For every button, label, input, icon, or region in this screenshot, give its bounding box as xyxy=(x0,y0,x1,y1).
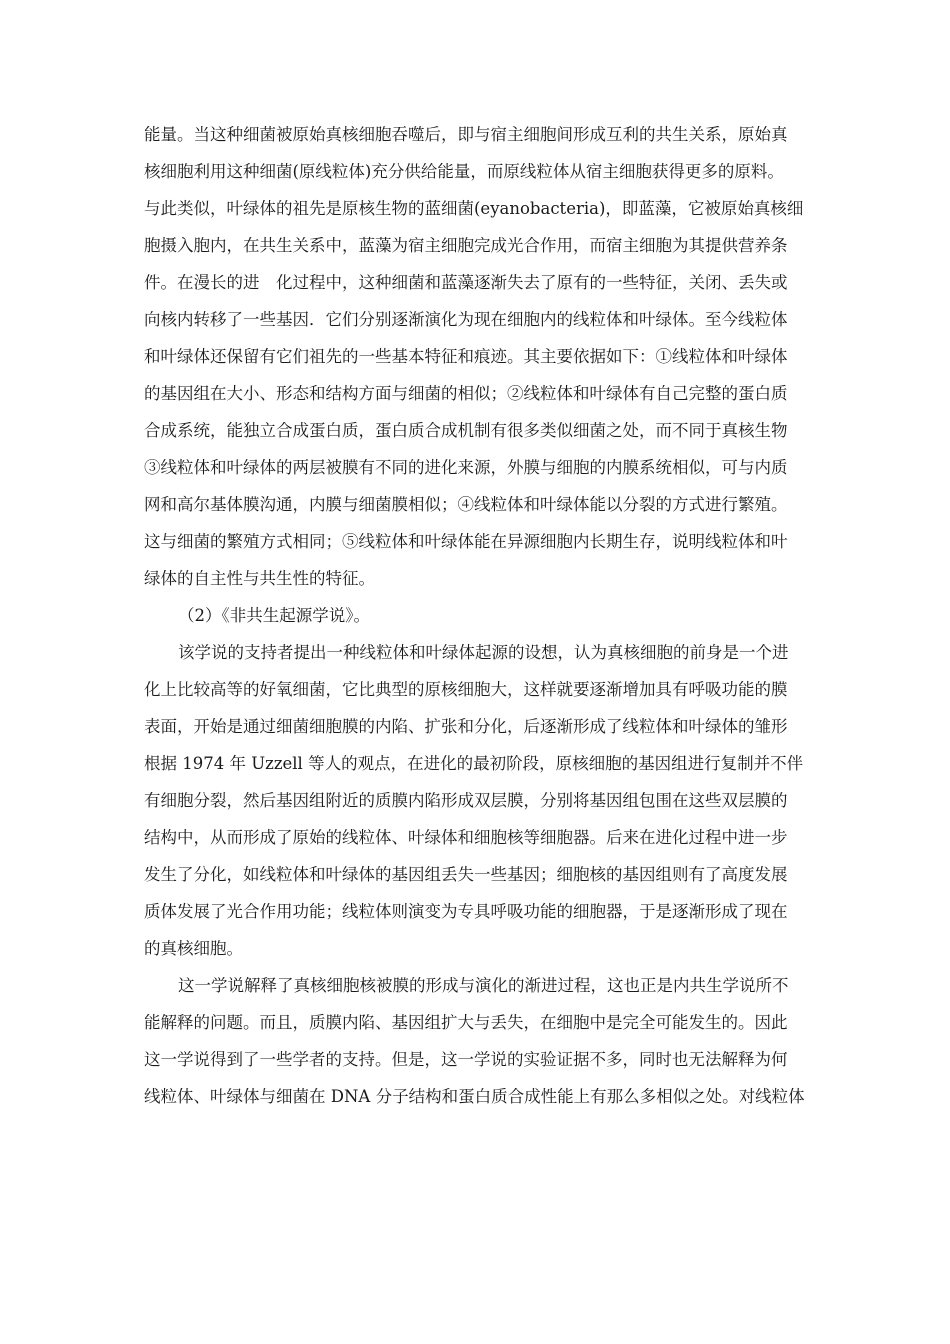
text-line-8: 的基因组在大小、形态和结构方面与细菌的相似；②线粒体和叶绿体有自己完整的蛋白质 xyxy=(144,384,788,403)
text-line-3: 与此类似，叶绿体的祖先是原核生物的蓝细菌(eyanobacteria)，即蓝藻，它被原始真核细 xyxy=(144,199,804,218)
text-line-7: 和叶绿体还保留有它们祖先的一些基本特征和痕迹。其主要依据如下：①线粒体和叶绿体 xyxy=(144,347,788,366)
text-line-26: 这一学说得到了一些学者的支持。但是，这一学说的实验证据不多，同时也无法解释为何 xyxy=(144,1050,788,1069)
text-line-12: 这与细菌的繁殖方式相同；⑤线粒体和叶绿体能在异源细胞内长期生存，说明线粒体和叶 xyxy=(144,532,788,551)
section-heading: （2）《非共生起源学说》。 xyxy=(178,606,370,625)
text-line-16: 化上比较高等的好氧细菌，它比典型的原核细胞大，这样就要逐渐增加具有呼吸功能的膜 xyxy=(144,680,788,699)
text-line-15: 该学说的支持者提出一种线粒体和叶绿体起源的设想，认为真核细胞的前身是一个进 xyxy=(178,643,789,662)
text-line-13: 绿体的自主性与共生性的特征。 xyxy=(144,569,375,588)
text-line-2: 核细胞利用这种细菌(原线粒体)充分供给能量，而原线粒体从宿主细胞获得更多的原料。 xyxy=(144,162,784,181)
text-line-6: 向核内转移了一些基因．它们分别逐渐演化为现在细胞内的线粒体和叶绿体。至今线粒体 xyxy=(144,310,788,329)
text-line-9: 合成系统，能独立合成蛋白质，蛋白质合成机制有很多类似细菌之处，而不同于真核生物 xyxy=(144,421,788,440)
text-line-18: 根据 1974 年 Uzzell 等人的观点，在进化的最初阶段，原核细胞的基因组进行复制并不伴 xyxy=(144,754,804,773)
text-line-23: 的真核细胞。 xyxy=(144,939,243,958)
text-line-22: 质体发展了光合作用功能；线粒体则演变为专具呼吸功能的细胞器，于是逐渐形成了现在 xyxy=(144,902,788,921)
text-line-4: 胞摄入胞内，在共生关系中，蓝藻为宿主细胞完成光合作用，而宿主细胞为其提供营养条 xyxy=(144,236,788,255)
text-line-17: 表面，开始是通过细菌细胞膜的内陷、扩张和分化，后逐渐形成了线粒体和叶绿体的雏形 xyxy=(144,717,788,736)
text-line-20: 结构中，从而形成了原始的线粒体、叶绿体和细胞核等细胞器。后来在进化过程中进一步 xyxy=(144,828,788,847)
text-line-10: ③线粒体和叶绿体的两层被膜有不同的进化来源，外膜与细胞的内膜系统相似，可与内质 xyxy=(144,458,788,477)
text-line-25: 能解释的问题。而且，质膜内陷、基因组扩大与丢失，在细胞中是完全可能发生的。因此 xyxy=(144,1013,788,1032)
text-line-5: 件。在漫长的进 化过程中，这种细菌和蓝藻逐渐失去了原有的一些特征，关闭、丢失或 xyxy=(144,273,788,292)
text-line-24: 这一学说解释了真核细胞核被膜的形成与演化的渐进过程，这也正是内共生学说所不 xyxy=(178,976,789,995)
text-line-19: 有细胞分裂，然后基因组附近的质膜内陷形成双层膜，分别将基因组包围在这些双层膜的 xyxy=(144,791,788,810)
text-line-11: 网和高尔基体膜沟通，内膜与细菌膜相似；④线粒体和叶绿体能以分裂的方式进行繁殖。 xyxy=(144,495,788,514)
text-line-1: 能量。当这种细菌被原始真核细胞吞噬后，即与宿主细胞间形成互利的共生关系，原始真 xyxy=(144,125,788,144)
text-line-27: 线粒体、叶绿体与细菌在 DNA 分子结构和蛋白质合成性能上有那么多相似之处。对线粒体 xyxy=(144,1087,805,1106)
text-line-21: 发生了分化，如线粒体和叶绿体的基因组丢失一些基因；细胞核的基因组则有了高度发展 xyxy=(144,865,788,884)
